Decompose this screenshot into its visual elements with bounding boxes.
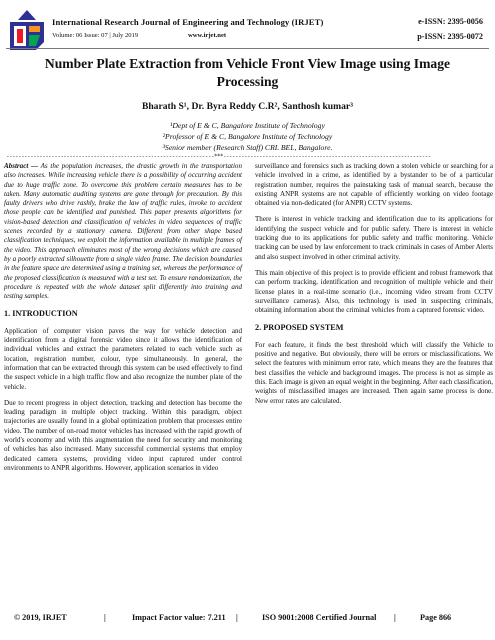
proposed-paragraph-1: For each feature, it finds the best threshold which will classify the Vehicle to positive and negative. But obviously, there will be errors or misclassifications. We select the features with minimum error rate, which means they are the features that best classifies the vehicle and background images. The process is not as simple as this. Each image is given an equal weight in the beginning. After each classification, weights of misclassified images are increased. Then again same process is done. New error rates are calculated. [255,340,493,405]
introduction-heading: 1. INTRODUCTION [4,309,78,319]
journal-header [0,0,495,56]
footer-impact-factor: Impact Factor value: 7.211 [132,613,226,622]
abstract-text: As the population increases, the drastic growth in the transportation also increases. While increasing vehicle there is a possibility of occurring accident due to huge traffic zone. To overcome this problem certain measures has to be taken. Many automatic auditing systems are gone through for precaution. By this faulty drivers who drive rashly, brake the law of traffic rules, invoke to accident those people can be identified and punished. This paper presents algorithms for vision-based detection and classification of vehicles in video sequences of traffic scenes recorded by a stationary camera. Different from other shape based classification techniques, we exploit the information available in multiple frames of the video. This approach eliminates most of the wrong decisions which are caused by a poorly extracted silhouette from a single video frame. The decision boundaries in the feature space are determined using a training set, whereas the performance of the proposed classification is measured with a test set. To ensure randomization, the procedure is repeated with the whole dataset split differently into training and testing samples. [4,162,242,301]
journal-website: www.irjet.net [188,32,227,39]
affiliation-1: ¹Dept of E & C, Bangalore Institute of Technology [170,121,325,130]
journal-title: International Research Journal of Engineering and Technology (IRJET) [52,17,324,27]
footer-copyright: © 2019, IRJET [14,613,67,622]
paper-title: Number Plate Extraction from Vehicle Front View Image using Image Processing [44,56,451,89]
footer-iso: ISO 9001:2008 Certified Journal [262,613,377,622]
footer-divider: | [104,613,106,622]
section-separator: ---------------------------------------------------------------------***--------------------------------------------------------------------- [6,153,431,160]
page-footer [0,605,495,629]
footer-divider: | [236,613,238,622]
footer-divider: | [394,613,396,622]
affiliation-3: ³Senior member (Research Staff) CRL BEL, Bangalore. [162,143,333,152]
e-issn: e-ISSN: 2395-0056 [418,17,483,26]
intro-paragraph-1: Application of computer vision paves the way for vehicle detection and identification from a digital forensic video since it allows the identification of individual vehicles and extract the parameters related to each vehicle such as location, registration number, colour, type simultaneously. In general, the information that can be extracted through this system can be used effectively to find the suspect vehicle in a high traffic flow and also recognize the number plate of the vehicle. [4,326,242,391]
left-column [4,162,242,480]
irjet-logo [6,8,48,52]
proposed-system-heading: 2. PROPOSED SYSTEM [255,323,344,333]
intro-paragraph-2: Due to recent progress in object detection, tracking and detection has become the leading paradigm in multiple object tracking. Within this paradigm, object trajectories are usually found in a global optimization problem that processes entire video. The number of on-road motor vehicles has increased with the rapid growth of world's economy and with this augmentation the need for security and monitoring of vehicles has also increased. Many successful commercial systems that employ dedicated camera systems, providing video input captured under control environments to ANPR algorithms. However, application scenarios in video [4,398,242,472]
right-paragraph-1: surveillance and forensics such as tracking down a stolen vehicle or searching for a vehicle involved in a crime, as identified by a bystander to be of a particular registration number, requires the painstaking task of manual search, because the existing ANPR systems are not capable of efficiently working on video footage obtained via non-dedicated (for ANPR) CCTV systems. [255,162,493,208]
right-column [255,162,493,413]
p-issn: p-ISSN: 2395-0072 [417,32,483,41]
right-paragraph-2: There is interest in vehicle tracking and identification due to its applications for identifying the suspect vehicle and for public safety. There is interest in vehicle tracking due to its applications for public safety and traffic monitoring. Vehicle tracking can be used by law enforcement to track criminals in cases of Amber Alerts and also suspect involved in other criminal activity. [255,215,493,261]
header-rule [6,48,489,49]
abstract [4,162,242,301]
paper-authors: Bharath S¹, Dr. Byra Reddy C.R², Santhosh kumar³ [141,101,354,112]
footer-page-number: Page 866 [420,613,452,622]
right-paragraph-3: This main objective of this project is to provide efficient and robust framework that can perform tracking, identification and recognition of multiple vehicle and their license plates in a real-time scenario (i.e., incoming video stream from CCTV surveillance cameras). Also, this technology is used in suspecting criminals, obtaining information about the criminal vehicles from a captured forensic video. [255,268,493,315]
affiliation-2: ²Professor of E & C, Bangalore Institute of Technology [162,132,333,141]
abstract-label: Abstract — [4,162,39,170]
volume-issue: Volume: 06 Issue: 07 | July 2019 [52,32,139,39]
